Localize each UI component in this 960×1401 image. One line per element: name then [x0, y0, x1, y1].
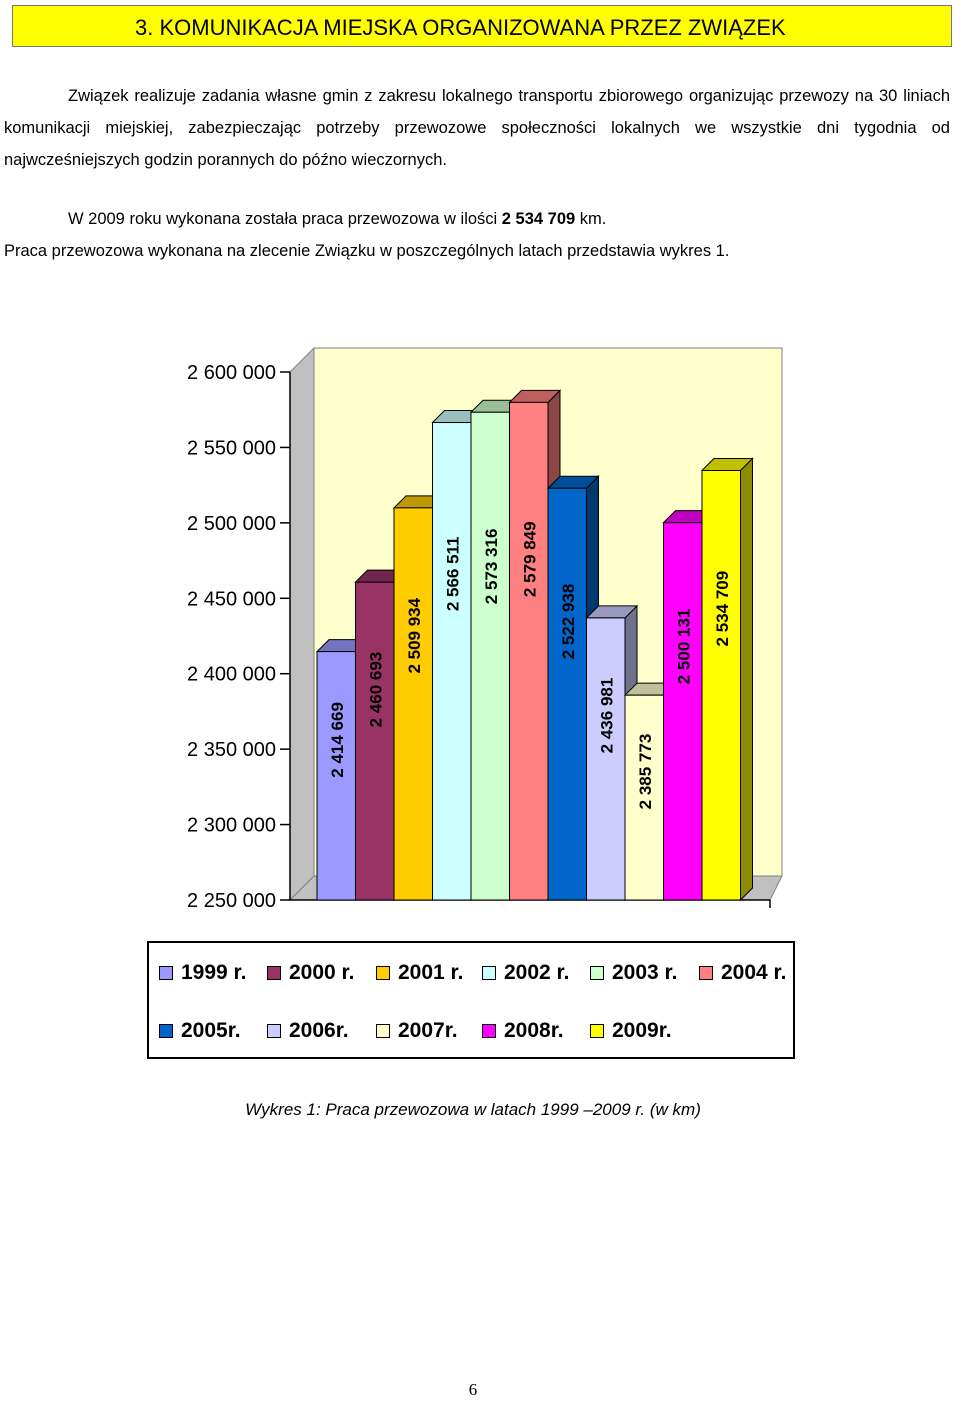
legend-label: 2005r.: [181, 1019, 241, 1042]
legend-label: 2006r.: [289, 1019, 349, 1042]
bar-data-label: 2 500 131: [674, 608, 694, 685]
bar-data-label: 2 566 511: [443, 536, 463, 612]
bar-data-label: 2 460 693: [366, 651, 386, 728]
bar-data-label: 2 414 669: [328, 702, 348, 778]
legend-swatch: [482, 1024, 496, 1038]
legend-label: 2001 r.: [398, 961, 464, 984]
chart-legend: [147, 941, 795, 1059]
legend-label: 2003 r.: [612, 961, 678, 984]
bar-data-label: 2 573 316: [482, 528, 502, 605]
summary-text-after: km.: [575, 210, 607, 228]
legend-label: 2002 r.: [504, 961, 570, 984]
y-tick-label: 2 450 000: [187, 588, 276, 611]
bar-data-label: 2 509 934: [405, 597, 425, 674]
bar-data-label: 2 436 981: [597, 677, 617, 754]
summary-paragraph: [4, 203, 950, 267]
bar-data-label: 2 534 709: [713, 570, 733, 647]
legend-label: 2007r.: [398, 1019, 458, 1042]
bar-side: [741, 458, 753, 900]
legend-swatch: [159, 966, 173, 980]
legend-label: 1999 r.: [181, 961, 247, 984]
y-tick-label: 2 350 000: [187, 739, 276, 762]
bar: [356, 582, 395, 900]
section-heading: 3. KOMUNIKACJA MIEJSKA ORGANIZOWANA PRZEZ ZWIĄZEK: [135, 15, 786, 40]
y-tick-label: 2 400 000: [187, 663, 276, 686]
intro-paragraph: Związek realizuje zadania własne gmin z zakresu lokalnego transportu zbiorowego organizując przewozy na 30 liniach komunikacji miejskiej, zabezpieczając potrzeby przewozowe społeczności lokalnych we wszystkie dni tygodnia od najwcześniejszych godzin porannych do późno wieczornych.: [4, 87, 950, 169]
legend-label: 2000 r.: [289, 961, 355, 984]
section-heading-box: [12, 5, 952, 47]
legend-swatch: [267, 966, 281, 980]
legend-swatch: [376, 1024, 390, 1038]
y-tick-label: 2 600 000: [187, 362, 276, 384]
bar: [510, 402, 549, 900]
legend-swatch: [376, 966, 390, 980]
chart-caption: Wykres 1: Praca przewozowa w latach 1999 –2009 r. (w km): [245, 1100, 701, 1119]
legend-swatch: [699, 966, 713, 980]
legend-label: 2008r.: [504, 1019, 564, 1042]
summary-text-before: W 2009 roku wykonana została praca przewozowa w ilości: [68, 210, 502, 228]
bar: [587, 618, 626, 900]
y-tick-label: 2 250 000: [187, 890, 276, 912]
bar: [394, 508, 433, 900]
transport-work-chart: [0, 340, 960, 920]
bar-data-label: 2 579 849: [520, 521, 540, 598]
bar: [471, 412, 510, 900]
y-tick-label: 2 300 000: [187, 814, 276, 837]
bar: [548, 488, 587, 900]
y-tick-label: 2 550 000: [187, 437, 276, 460]
chart-side-wall: [290, 348, 314, 900]
legend-swatch: [159, 1024, 173, 1038]
legend-label: 2009r.: [612, 1019, 672, 1042]
bar: [433, 423, 472, 900]
summary-value: 2 534 709: [501, 210, 576, 228]
summary-line-2: Praca przewozowa wykonana na zlecenie Związku w poszczególnych latach przedstawia wykres 1.: [4, 242, 730, 260]
bar: [702, 470, 741, 900]
y-tick-label: 2 500 000: [187, 512, 276, 535]
legend-swatch: [590, 1024, 604, 1038]
bar-data-label: 2 385 773: [636, 733, 656, 810]
page-number: 6: [468, 1380, 478, 1399]
legend-swatch: [482, 966, 496, 980]
bar: [664, 523, 703, 900]
legend-swatch: [590, 966, 604, 980]
legend-swatch: [267, 1024, 281, 1038]
bar-data-label: 2 522 938: [559, 583, 579, 660]
legend-label: 2004 r.: [721, 961, 787, 984]
